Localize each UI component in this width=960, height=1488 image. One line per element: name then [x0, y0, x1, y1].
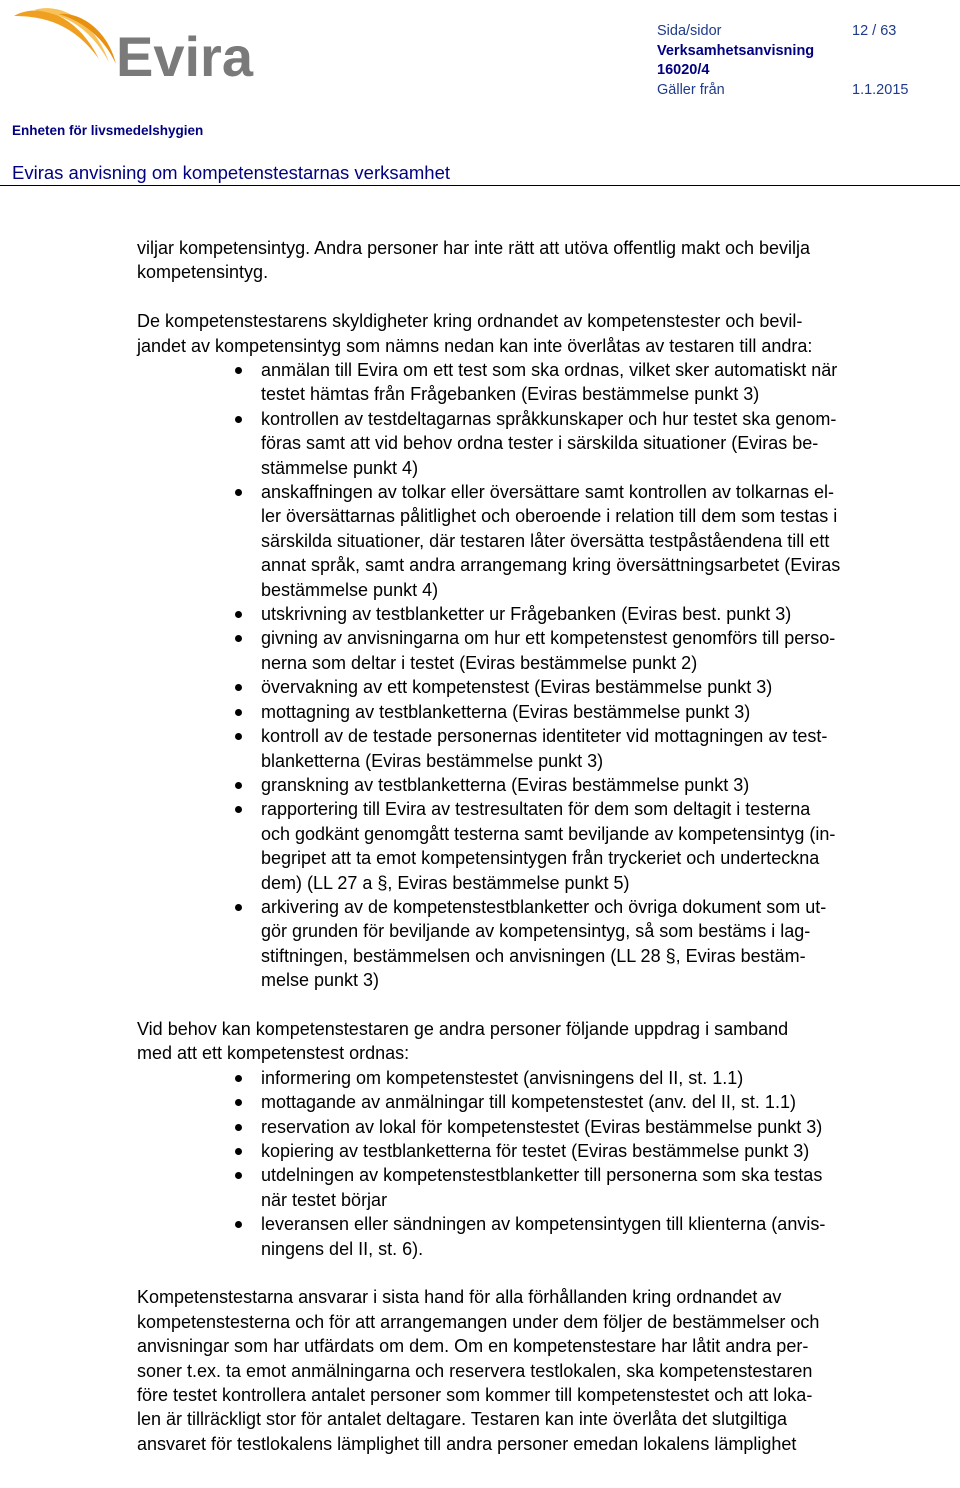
list-item-line: när testet börjar — [261, 1189, 388, 1210]
bullet-icon — [235, 1124, 242, 1131]
list-item — [137, 1139, 949, 1163]
document-title: Eviras anvisning om kompetenstestarnas verksamhet — [12, 162, 451, 183]
text-line: med att ett kompetenstest ordnas: — [137, 1043, 410, 1064]
header-divider — [0, 185, 960, 186]
list-item-line: annat språk, samt andra arrangemang kring översättningsarbetet (Eviras — [261, 555, 841, 576]
text-line: soner t.ex. ta emot anmälningarna och reservera testlokalen, ska kompetenstestaren — [137, 1360, 813, 1381]
bullet-icon — [235, 709, 242, 716]
list-item-line: granskning av testblanketterna (Eviras bestämmelse punkt 3) — [261, 774, 750, 795]
list-item — [137, 1090, 949, 1114]
valid-value: 1.1.2015 — [852, 81, 909, 98]
doc-number: 16020/4 — [657, 62, 710, 78]
bullet-icon — [235, 489, 242, 496]
bullet-icon — [235, 635, 242, 642]
valid-label: Gäller från — [657, 81, 725, 98]
page-label: Sida/sidor — [657, 23, 722, 39]
bullet-icon — [235, 611, 242, 618]
bullet-icon — [235, 733, 242, 740]
paragraph-4 — [137, 1285, 949, 1456]
page-row — [657, 22, 947, 42]
list-item-line: begripet att ta emot kompetensintygen från tryckeriet och underteckna — [261, 848, 820, 869]
delegation-section — [137, 1017, 949, 1261]
bullet-icon — [235, 782, 242, 789]
obligations-section — [137, 309, 949, 992]
list-item-line: mottagande av anmälningar till kompetenstestet (anv. del II, st. 1.1) — [261, 1092, 796, 1113]
paragraph-1 — [137, 236, 949, 285]
list-item — [137, 358, 949, 407]
text-line: kompetensintyg. — [137, 262, 269, 283]
list-item-line: stämmelse punkt 4) — [261, 457, 419, 478]
list-item-line: föras samt att vid behov ordna tester i särskilda situationer (Eviras be- — [261, 433, 819, 454]
list-item-line: nerna som deltar i testet (Eviras bestämmelse punkt 2) — [261, 652, 698, 673]
list-item — [137, 1115, 949, 1139]
list-item — [137, 797, 949, 895]
list-item-line: och godkänt genomgått testerna samt beviljande av kompetensintyg (in- — [261, 823, 836, 844]
doc-type: Verksamhetsanvisning — [657, 42, 815, 59]
text-line: före testet kontrollera antalet personer som kommer till kompetenstestet och att loka- — [137, 1385, 813, 1406]
list-item — [137, 407, 949, 480]
paragraph-3 — [137, 1017, 949, 1066]
list-item-line: reservation av lokal för kompetenstestet (Eviras bestämmelse punkt 3) — [261, 1116, 823, 1137]
logo-wordmark: Evira — [116, 25, 253, 84]
text-line: Vid behov kan kompetenstestaren ge andra personer följande uppdrag i samband — [137, 1018, 789, 1039]
logo-swoosh-icon — [14, 8, 116, 64]
list-item — [137, 1163, 949, 1212]
bullet-icon — [235, 1075, 242, 1082]
bullet-icon — [235, 1172, 242, 1179]
list-item-line: kontroll av de testade personernas identiteter vid mottagningen av test- — [261, 726, 828, 747]
list-item — [137, 895, 949, 993]
list-item — [137, 700, 949, 724]
document-body — [137, 236, 949, 1456]
list-item-line: anmälan till Evira om ett test som ska ordnas, vilket sker automatiskt när — [261, 360, 838, 381]
unit-name: Enheten för livsmedelshygien — [12, 123, 204, 138]
list-item-line: informering om kompetenstestet (anvisningens del II, st. 1.1) — [261, 1067, 744, 1088]
paragraph-2 — [137, 309, 949, 358]
list-item — [137, 1066, 949, 1090]
text-line: anvisningar som har utfärdats om dem. Om en kompetenstestare har låtit andra per- — [137, 1336, 809, 1357]
list-item-line: givning av anvisningarna om hur ett kompetenstest genomförs till perso- — [261, 628, 836, 649]
list-item-line: dem) (LL 27 a §, Eviras bestämmelse punkt 5) — [261, 872, 630, 893]
evira-logo — [4, 4, 264, 84]
text-line: De kompetenstestarens skyldigheter kring ordnandet av kompetenstester och bevil- — [137, 311, 803, 332]
bullet-icon — [235, 684, 242, 691]
list-item — [137, 602, 949, 626]
valid-row — [657, 81, 947, 101]
list-item-line: rapportering till Evira av testresultaten för dem som deltagit i testerna — [261, 799, 811, 820]
list-item-line: kontrollen av testdeltagarnas språkkunskaper och hur testet ska genom- — [261, 408, 837, 429]
list-item — [137, 724, 949, 773]
text-line: kompetenstesterna och för att arrangemangen under dem följer de bestämmelser och — [137, 1311, 820, 1332]
bullet-icon — [235, 1099, 242, 1106]
list-item-line: blanketterna (Eviras bestämmelse punkt 3) — [261, 750, 604, 771]
list-item-line: stiftningen, bestämmelsen och anvisningen (LL 28 §, Eviras bestäm- — [261, 945, 806, 966]
page-value: 12 / 63 — [852, 23, 897, 39]
bullet-icon — [235, 367, 242, 374]
list-item-line: övervakning av ett kompetenstest (Eviras bestämmelse punkt 3) — [261, 677, 773, 698]
list-item-line: melse punkt 3) — [261, 970, 380, 991]
list-item — [137, 1212, 949, 1261]
bullet-icon — [235, 1221, 242, 1228]
delegation-list — [137, 1066, 949, 1261]
text-line: viljar kompetensintyg. Andra personer har inte rätt att utöva offentlig makt och bevilja — [137, 238, 811, 258]
text-line: jandet av kompetensintyg som nämns nedan kan inte överlåtas av testaren till andra: — [137, 335, 813, 356]
list-item-line: anskaffningen av tolkar eller översättare samt kontrollen av tolkarnas el- — [261, 482, 834, 503]
list-item-line: arkivering av de kompetenstestblanketter och övriga dokument som ut- — [261, 896, 827, 917]
list-item-line: ler översättarnas pålitlighet och oberoende i relation till dem som testas i — [261, 506, 838, 527]
list-item-line: testet hämtas från Frågebanken (Eviras bestämmelse punkt 3) — [261, 384, 760, 405]
text-line: len är tillräckligt stor för antalet deltagare. Testaren kan inte överlåta det slutgiltiga — [137, 1409, 788, 1430]
list-item — [137, 675, 949, 699]
list-item-line: bestämmelse punkt 4) — [261, 579, 439, 600]
list-item-line: kopiering av testblanketterna för testet (Eviras bestämmelse punkt 3) — [261, 1141, 810, 1161]
list-item — [137, 773, 949, 797]
list-item-line: gör grunden för beviljande av kompetensintyg, så som bestäms i lag- — [261, 921, 811, 942]
bullet-icon — [235, 1148, 242, 1155]
obligations-list — [137, 358, 949, 993]
list-item-line: särskilda situationer, där testaren låter översätta testpåståendena till ett — [261, 530, 830, 551]
list-item-line: ningens del II, st. 6). — [261, 1238, 424, 1259]
list-item — [137, 626, 949, 675]
bullet-icon — [235, 416, 242, 423]
list-item-line: utdelningen av kompetenstestblanketter till personerna som ska testas — [261, 1165, 823, 1186]
header-meta — [657, 22, 947, 100]
bullet-icon — [235, 806, 242, 813]
list-item-line: utskrivning av testblanketter ur Frågebanken (Eviras best. punkt 3) — [261, 604, 792, 625]
list-item — [137, 480, 949, 602]
text-line: ansvaret för testlokalens lämplighet till andra personer emedan lokalens lämplighet — [137, 1433, 797, 1454]
text-line: Kompetenstestarna ansvarar i sista hand för alla förhållanden kring ordnandet av — [137, 1287, 782, 1308]
list-item-line: mottagning av testblanketterna (Eviras bestämmelse punkt 3) — [261, 701, 751, 722]
list-item-line: leveransen eller sändningen av kompetensintygen till klienterna (anvis- — [261, 1214, 826, 1235]
bullet-icon — [235, 904, 242, 911]
